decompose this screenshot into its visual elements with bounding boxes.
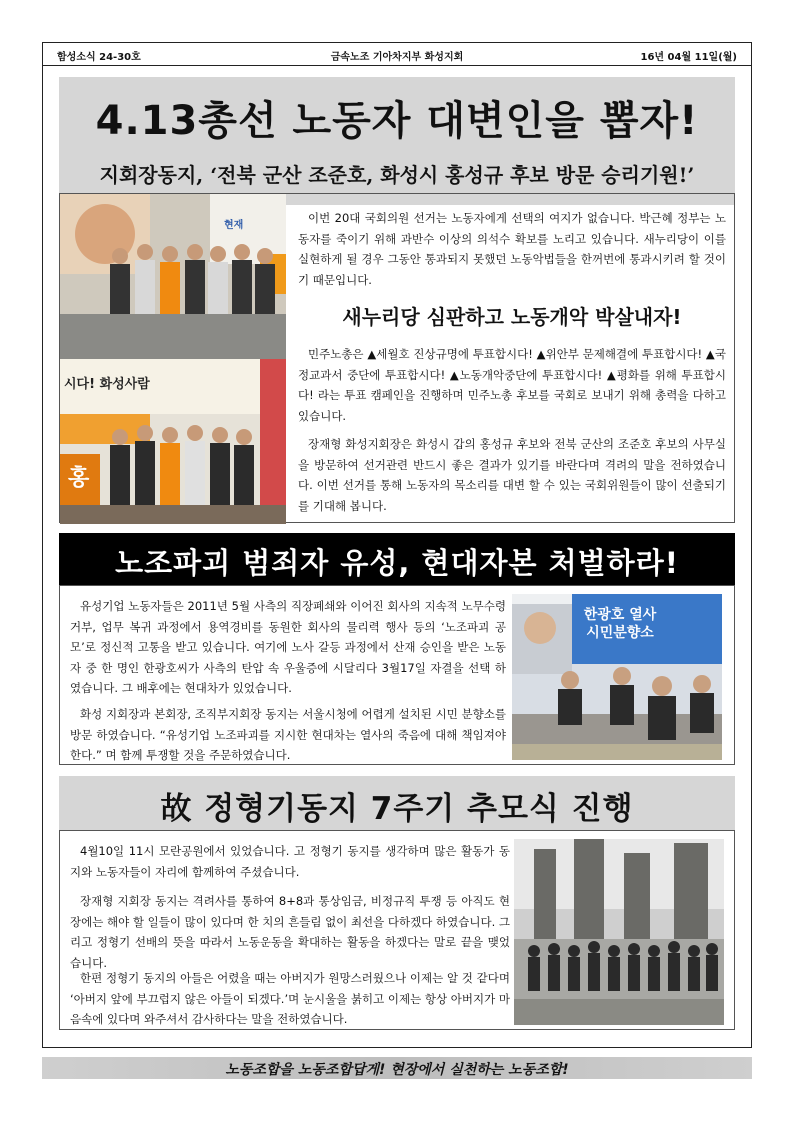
headline-banner (59, 77, 735, 205)
newsletter-frame (42, 42, 752, 1048)
ceremony-photo-illustration (514, 839, 724, 1025)
memorial-banner (59, 776, 735, 830)
election-paragraph-1: 이번 20대 국회의원 선거는 노동자에게 선택의 여지가 없습니다. 박근혜 정부는 노동자를 죽이기 위해 과반수 이상의 의석수 확보를 노리고 있습니다. 새누리당이 이를 실현하게 될 경우 그동안 통과되지 못했던 노동악법들을 한꺼번에 통과시키려 할 것이기 때문입니다. (298, 211, 726, 287)
memorial-article (59, 830, 735, 1030)
memorial-banner-text: 한광호 열사 시민분향소 (583, 607, 657, 641)
union-busting-paragraph-2: 화성 지회장과 본회장, 조직부지회장 동지는 서울시청에 어렵게 설치된 시민 분향소를 방문 하였습니다. “유성기업 노조파괴를 지시한 현대차는 열사의 죽음에 대해 책임져야 한다.” 며 함께 투쟁할 것을 주문하였습니다. (70, 707, 506, 762)
group-photo-illustration (60, 194, 286, 359)
memorial-title (59, 783, 735, 828)
union-busting-paragraph-1: 유성기업 노동자들은 2011년 5월 사측의 직장폐쇄와 이어진 회사의 지속적 노무수령 거부, 업무 복귀 과정에서 용역경비를 동원한 회사의 물리력 행사 등의 ‘노조파괴 공모’로 정신적 고통을 받고 있습니다. 여기에 노사 갈등 과정에서 산재 승인을 받은 노동자 중 한 명인 한광호씨가 사측의 탄압 속 우울증에 시달리다 3월17일 자결을 선택 하였습니다. 그 배후에는 현대차가 있었습니다. (70, 599, 506, 695)
union-busting-banner (59, 533, 735, 585)
organization-name: 금속노조 기아차지부 화성지회 (330, 52, 464, 63)
footer-slogan: 노동조합을 노동조합답게! 현장에서 실천하는 노동조합! (225, 1062, 569, 1078)
election-paragraph-2: 민주노총은 ▲세월호 진상규명에 투표합시다! ▲위안부 문제해결에 투표합시다! ▲국정교과서 중단에 투표합시다! ▲노동개악중단에 투표합시다! ▲평화를 위해 투표합시다! 라는 투표 캠페인을 진행하며 민주노총 후보를 국회로 보내기 위해 총력을 다하고 있습니다. (298, 347, 726, 423)
memorial-title-text: 정형기동지 7주기 추모식 진행 (204, 791, 634, 827)
photo-sign-text: 현재 (224, 220, 244, 231)
memorial-paragraph-2: 장재형 지회장 동지는 격려사를 통하여 8+8과 통상임금, 비정규직 투쟁 등 아직도 현장에는 해야 할 일들이 많이 있다며 한 치의 흔들림 없이 최선을 다하겠다 하였습니다. 그리고 정형기 선배의 뜻을 따라서 노동운동을 확대하는 활동을 하겠다는 말로 끝을 맺었습니다. (70, 894, 510, 970)
memorial-paragraph-3: 한편 정형기 동지의 아들은 어렸을 때는 아버지가 원망스러웠으나 이제는 알 것 같다며 ‘아버지 앞에 부끄럽지 않은 아들이 되겠다.’며 눈시울을 붉히고 이제는 항상 아버지가 마음속에 있다며 와주셔서 감사하다는 말을 전하였습니다. (70, 971, 510, 1026)
headline-title: 4.13총선 노동자 대변인을 뽑자! (95, 98, 699, 144)
election-paragraph-3: 장재형 화성지회장은 화성시 갑의 홍성규 후보와 전북 군산의 조준호 후보의 사무실을 방문하여 선거관련 반드시 좋은 결과가 있기를 바란다며 격려의 말을 전하였습니다. 이번 선거를 통해 노동자의 목소리를 대변 할 수 있는 국회위원들이 많이 선출되기를 기대해 봅니다. (298, 437, 726, 513)
issue-number: 함성소식 24-30호 (57, 52, 141, 63)
footer-slogan-bar (42, 1057, 752, 1079)
memorial-ceremony-photo (514, 839, 724, 1025)
photo-banner-text: 시다! 화성사람 (64, 377, 150, 392)
masthead (43, 43, 751, 66)
union-busting-article (59, 585, 735, 765)
memorial-paragraph-1: 4월10일 11시 모란공원에서 있었습니다. 고 정형기 동지를 생각하며 많은 활동가 동지와 노동자들이 자리에 함께하여 주셨습니다. (70, 844, 510, 879)
memorial-altar-photo (512, 594, 722, 760)
election-article (59, 193, 735, 523)
issue-date: 16년 04월 11일(월) (640, 52, 737, 63)
headline-subtitle: 지회장동지, ‘전북 군산 조준호, 화성시 홍성규 후보 방문 승리기원!’ (99, 163, 695, 187)
photo-orange-sign: 홍 (68, 466, 90, 491)
election-subheadline: 새누리당 심판하고 노동개악 박살내자! (342, 305, 682, 329)
candidate-visit-photo-2 (60, 359, 286, 524)
candidate-visit-photo-1 (60, 194, 286, 359)
union-busting-title: 노조파괴 범죄자 유성, 현대자본 처벌하라! (115, 546, 679, 580)
memorial-title-hanja: 故 (160, 791, 193, 827)
